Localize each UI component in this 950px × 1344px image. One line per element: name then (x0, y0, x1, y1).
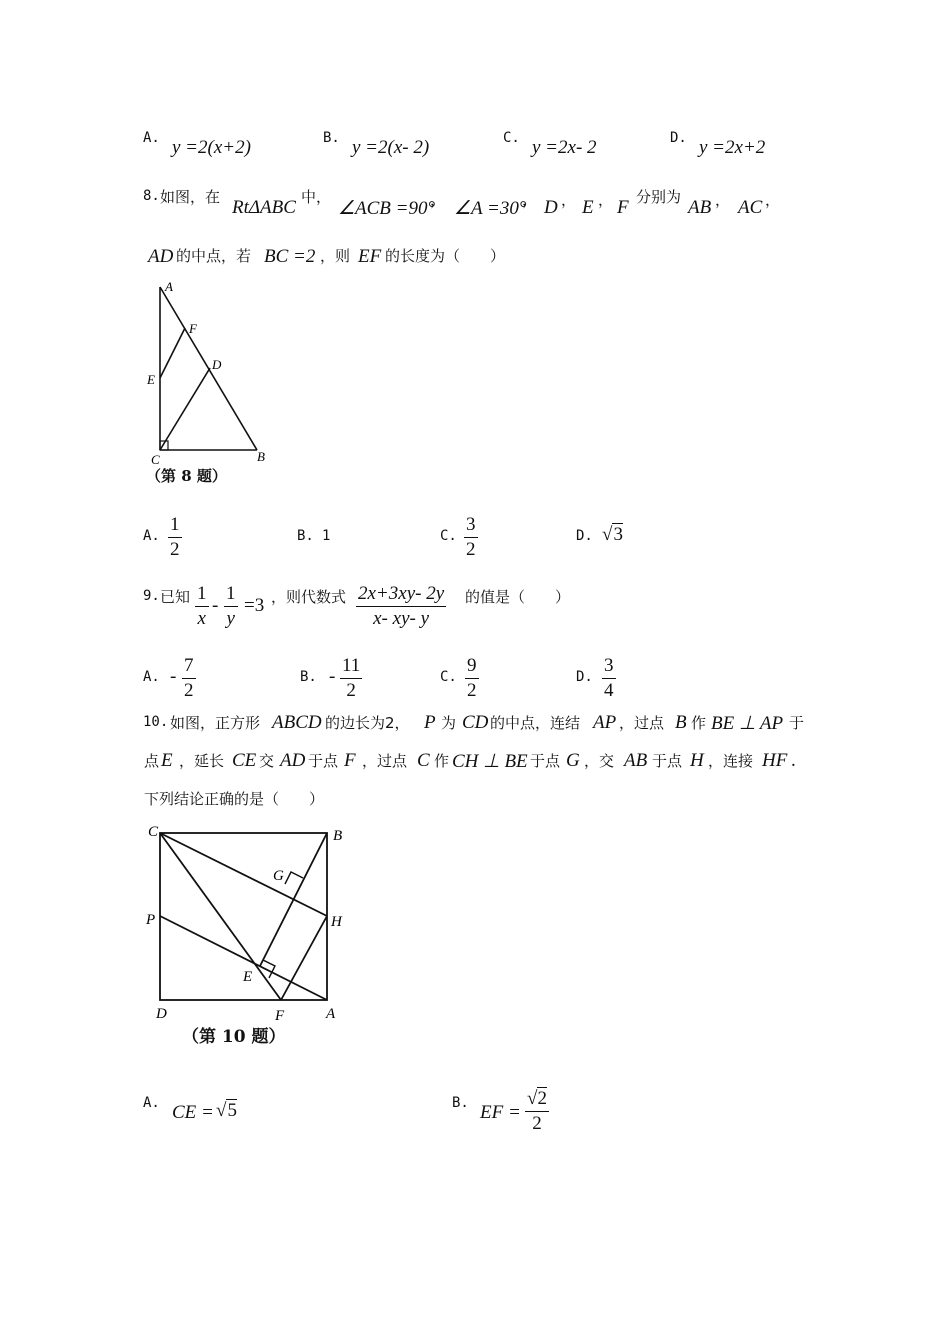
q8-text: ， (715, 191, 731, 209)
q10-math-ap: AP (593, 712, 617, 733)
q8-option-d (602, 524, 623, 546)
numerator: 3 (466, 514, 476, 535)
fraction-bar (464, 537, 478, 538)
q10-label-g: G (273, 868, 284, 884)
numerator: 1 (226, 583, 236, 604)
q10-text: 的边长为2， (325, 714, 410, 732)
q8-figure-caption: （第 8 题） (146, 467, 227, 485)
q8-math-bc: BC =2 (264, 246, 316, 267)
q9-option-a-sign: - (170, 666, 177, 687)
q10-text: ，延长 (179, 752, 225, 770)
q9-option-d-fraction (602, 655, 616, 702)
sqrt-sign: √ (216, 1100, 227, 1121)
q8-math-triangle: RtΔABC (232, 197, 296, 218)
q10-math-p: P (424, 712, 436, 733)
q8-option-b: 1 (322, 528, 331, 544)
q9-option-b-sign: - (329, 666, 336, 687)
q10-option-b-lhs: EF = (480, 1102, 521, 1123)
q10-segment-hf (281, 916, 327, 1000)
q10-math-cd: CD (462, 712, 489, 733)
q10-label-b: B (333, 828, 343, 844)
q8-text: 分别为 (636, 188, 682, 206)
q7-option-d-label: D. (670, 130, 687, 146)
q9-text: 已知 (160, 588, 191, 606)
radicand: 2 (537, 1088, 547, 1109)
q8-label-d: D (212, 357, 222, 372)
q8-text: 的中点，若 (176, 247, 252, 265)
q8-label-c: C (151, 452, 160, 467)
numerator: 1 (170, 514, 180, 535)
q8-segment-cd (160, 368, 210, 450)
numerator: 11 (342, 655, 361, 676)
denominator: x (197, 608, 206, 629)
fraction-bar (168, 537, 182, 538)
q8-text: 中， (301, 188, 332, 206)
q10-text: 于点 (308, 752, 339, 770)
denominator: 2 (170, 539, 180, 560)
q8-math-ac: AC (738, 197, 763, 218)
q10-math-e: E (161, 750, 173, 771)
q8-math-ab: AB (688, 197, 712, 218)
fraction-bar (182, 678, 196, 679)
q9-minus: - (212, 595, 219, 616)
q10-text: ，交 (584, 752, 615, 770)
q8-text: ，则 (320, 247, 351, 265)
q10-text: 交 (259, 752, 275, 770)
q10-text: 的中点，连结 (490, 714, 581, 732)
q10-math-ad: AD (280, 750, 306, 771)
q10-text: ，连接 (708, 752, 754, 770)
q10-option-b-label: B. (452, 1095, 469, 1111)
q10-segment-cf (160, 833, 281, 1000)
q8-text: ， (765, 191, 781, 209)
q8-segment-ef (160, 328, 185, 378)
q10-figure-caption: （第 10 题） (182, 1027, 286, 1047)
q10-math-ab: AB (624, 750, 648, 771)
q9-option-d-label: D. (576, 669, 593, 685)
q9-option-b-label: B. (300, 669, 317, 685)
q8-math-angle-acb: ∠ACB =90° (338, 198, 436, 219)
sqrt-sign: √ (602, 524, 613, 545)
numerator: 1 (197, 583, 207, 604)
q10-label-d: D (156, 1006, 167, 1022)
q10-math-abcd: ABCD (272, 712, 322, 733)
q10-math-ce: CE (232, 750, 257, 771)
q10-text: 于点 (652, 752, 683, 770)
q9-text: ，则代数式 (271, 588, 347, 606)
fraction-bar (356, 606, 446, 607)
q10-figure (140, 818, 360, 1030)
fraction-bar (195, 606, 209, 607)
q10-label-e: E (243, 969, 253, 985)
q8-option-c-label: C. (440, 528, 457, 544)
q8-math-d: D (544, 197, 558, 218)
q8-math-ef: EF (358, 246, 382, 267)
numerator: 3 (604, 655, 614, 676)
q10-text: 于 (789, 714, 805, 732)
q10-text: 为 (441, 714, 457, 732)
numerator: 2x+3xy- 2y (358, 583, 445, 604)
q8-option-a-label: A. (143, 528, 160, 544)
q9-fraction-1-over-y (224, 583, 238, 630)
q10-period: . (791, 750, 796, 771)
q8-text: 的长度为（ ） (385, 247, 506, 265)
q9-option-c-label: C. (440, 669, 457, 685)
q8-label-b: B (257, 449, 265, 464)
q8-label-e: E (147, 372, 155, 387)
q10-prompt: 下列结论正确的是（ ） (144, 790, 325, 808)
denominator: 4 (604, 680, 614, 701)
q8-option-c-fraction (464, 514, 478, 561)
q10-option-a-sqrt (216, 1100, 237, 1122)
q10-segment-ch (160, 833, 327, 916)
q7-option-b-label: B. (323, 130, 340, 146)
q9-number: 9. (143, 588, 160, 604)
q10-right-angle-g (285, 872, 303, 884)
q8-text: ， (522, 191, 538, 209)
q10-math-g: G (566, 750, 580, 771)
radicand: 5 (227, 1100, 237, 1121)
q9-fraction-1-over-x (195, 583, 209, 630)
denominator: 2 (532, 1113, 542, 1134)
q10-number: 10. (143, 714, 169, 730)
q10-text: 作 (691, 714, 707, 732)
q8-math-angle-a: ∠A =30° (454, 198, 527, 219)
q8-option-a-fraction (168, 514, 182, 561)
q8-text: ， (561, 191, 577, 209)
q8-figure (140, 278, 280, 488)
q8-math-f: F (617, 197, 629, 218)
q9-option-b-fraction (340, 655, 362, 702)
q8-option-d-label: D. (576, 528, 593, 544)
numerator (525, 1088, 549, 1110)
q10-option-a-lhs: CE = (172, 1102, 214, 1123)
denominator: 2 (346, 680, 356, 701)
q10-math-ch-perp-be: CH ⊥ BE (452, 751, 528, 772)
q10-segment-pa (160, 916, 327, 1000)
q7-option-b: y =2(x- 2) (352, 137, 430, 158)
q10-label-a: A (326, 1006, 336, 1022)
q8-label-f: F (189, 321, 197, 336)
q10-label-p: P (146, 912, 156, 928)
numerator: 7 (184, 655, 194, 676)
q7-option-a: y =2(x+2) (172, 137, 251, 158)
denominator: 2 (466, 539, 476, 560)
q10-text: 作 (434, 752, 450, 770)
denominator: 2 (467, 680, 477, 701)
q10-label-c: C (148, 824, 159, 840)
q8-math-e: E (582, 197, 594, 218)
fraction-bar (340, 678, 362, 679)
fraction-bar (465, 678, 479, 679)
q7-option-a-label: A. (143, 130, 160, 146)
q10-option-b-fraction (525, 1088, 549, 1135)
fraction-bar (525, 1111, 549, 1112)
q7-option-c: y =2x- 2 (532, 137, 597, 158)
q9-option-a-label: A. (143, 669, 160, 685)
q10-text: ，过点 (619, 714, 665, 732)
denominator: x- xy- y (373, 608, 430, 629)
q10-segment-be (260, 833, 327, 966)
q8-label-a: A (165, 279, 173, 294)
fraction-bar (602, 678, 616, 679)
q10-math-f: F (344, 750, 356, 771)
q10-math-c: C (417, 750, 430, 771)
q9-option-a-fraction (182, 655, 196, 702)
fraction-bar (224, 606, 238, 607)
denominator: y (226, 608, 235, 629)
q8-math-ad: AD (148, 246, 174, 267)
q10-label-f: F (275, 1008, 285, 1024)
q10-math-h: H (690, 750, 704, 771)
q9-option-c-fraction (465, 655, 479, 702)
q10-option-a-label: A. (143, 1095, 160, 1111)
radicand: 3 (613, 524, 623, 545)
q9-text: 的值是（ ） (465, 588, 571, 606)
sqrt-sign: √ (527, 1088, 538, 1109)
q9-equals: =3 (244, 595, 265, 616)
q7-option-d: y =2x+2 (699, 137, 766, 158)
q9-expression-fraction (356, 583, 446, 630)
q8-text: ， (430, 191, 446, 209)
q10-math-be-perp-ap: BE ⊥ AP (711, 713, 784, 734)
q8-option-b-label: B. (297, 528, 314, 544)
q10-text: 于点 (530, 752, 561, 770)
q8-number: 8. (143, 188, 160, 204)
q10-math-b: B (675, 712, 687, 733)
q7-option-c-label: C. (503, 130, 520, 146)
q8-text: 如图，在 (160, 188, 221, 206)
q10-text: ，过点 (362, 752, 408, 770)
q10-text: 如图，正方形 (170, 714, 261, 732)
q10-text: 点 (144, 752, 160, 770)
numerator: 9 (467, 655, 477, 676)
q8-text: ， (598, 191, 614, 209)
q10-label-h: H (331, 914, 342, 930)
denominator: 2 (184, 680, 194, 701)
q10-math-hf: HF (762, 750, 788, 771)
